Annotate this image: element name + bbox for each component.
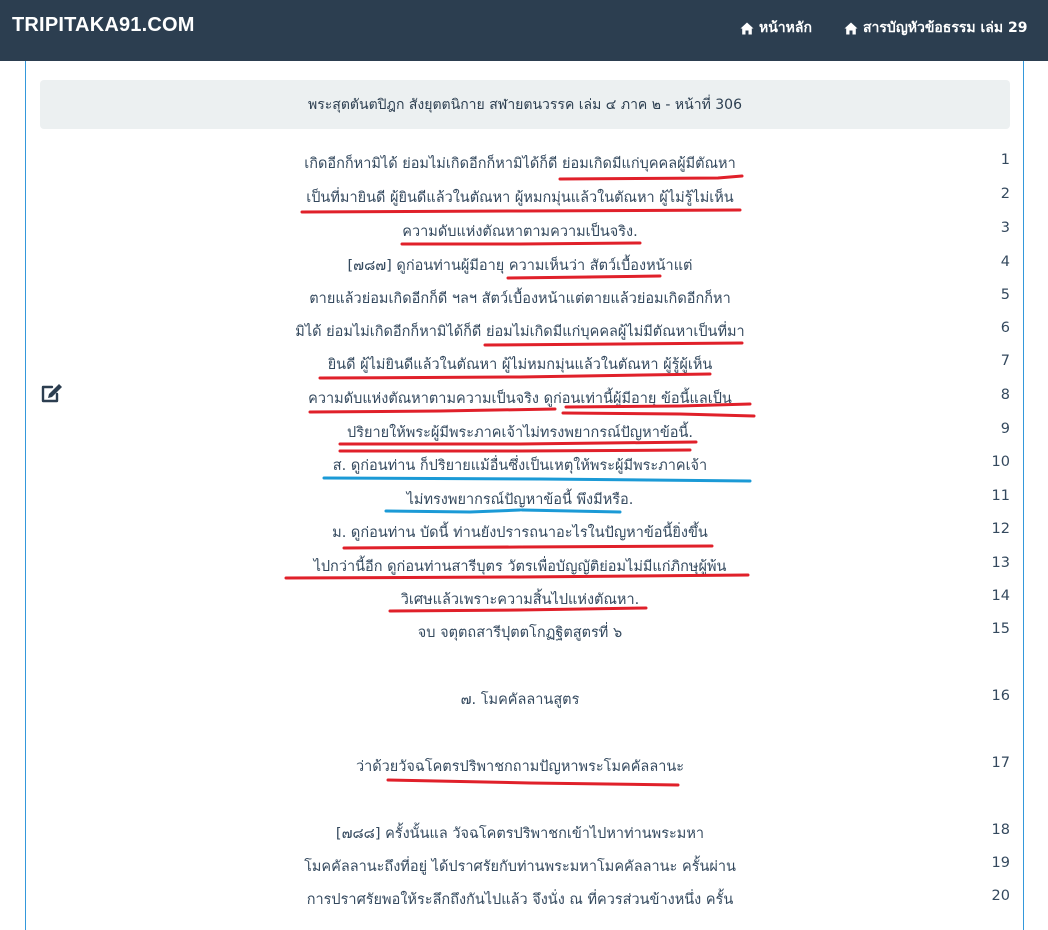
line-number: 20	[991, 888, 1010, 904]
line-number: 7	[1000, 353, 1010, 369]
nav-index-link[interactable]	[844, 17, 1027, 39]
line-number: 11	[991, 488, 1010, 504]
site-brand-link[interactable]: TRIPITAKA91.COM	[12, 14, 195, 36]
text-line: ม. ดูก่อนท่าน บัดนี้ ท่านยังปรารถนาอะไรในปัญหาข้อนี้ยิ่งขึ้น	[332, 525, 708, 541]
line-number: 19	[991, 855, 1010, 871]
page-title: พระสุตตันตปิฎก สังยุตตนิกาย สฬายตนวรรค เล่ม ๔ ภาค ๒ - หน้าที่ 306	[308, 96, 742, 113]
line-number: 18	[991, 822, 1010, 838]
edit-icon[interactable]	[40, 382, 64, 404]
text-line: การปราศรัยพอให้ระลึกถึงกันไปแล้ว จึงนั่ง ณ ที่ควรส่วนข้างหนึ่ง ครั้น	[306, 892, 734, 908]
text-line: เกิดอีกก็หามิได้ ย่อมไม่เกิดอีกก็หามิได้ก็ดี ย่อมเกิดมีแก่บุคคลผู้มีตัณหา	[304, 156, 736, 172]
text-line: ส. ดูก่อนท่าน ก็ปริยายแม้อื่นซึ่งเป็นเหตุให้พระผู้มีพระภาคเจ้า	[332, 458, 708, 474]
nav-index-label: สารบัญหัวข้อธรรม เล่ม 29	[863, 20, 1028, 36]
line-number: 5	[1000, 287, 1010, 303]
text-line: ยินดี ผู้ไม่ยินดีแล้วในตัณหา ผู้ไม่หมกมุ่นแล้วในตัณหา ผู้รู้ผู้เห็น	[327, 357, 713, 373]
nav-home-link[interactable]	[740, 17, 812, 39]
top-navbar	[0, 0, 1048, 61]
line-number: 17	[991, 755, 1010, 771]
line-number: 4	[1000, 254, 1010, 270]
line-number: 15	[991, 621, 1010, 637]
home-icon	[740, 22, 754, 35]
line-number: 3	[1000, 220, 1010, 236]
text-line: จบ จตุตถสารีปุตตโกฏฐิตสูตรที่ ๖	[417, 625, 623, 641]
line-number: 16	[991, 688, 1010, 704]
page-header	[40, 80, 1010, 129]
text-line: ว่าด้วยวัจฉโคตรปริพาชกถามปัญหาพระโมคคัลลานะ	[355, 759, 685, 775]
line-number: 10	[991, 454, 1010, 470]
text-line: ปริยายให้พระผู้มีพระภาคเจ้าไม่ทรงพยากรณ์ปัญหาข้อนี้.	[347, 425, 693, 441]
line-number: 1	[1000, 152, 1010, 168]
text-line: ความดับแห่งตัณหาตามความเป็นจริง.	[402, 224, 638, 240]
home-icon	[844, 22, 858, 35]
text-line: [๗๘๗] ดูก่อนท่านผู้มีอายุ ความเห็นว่า สัตว์เบื้องหน้าแต่	[347, 258, 693, 274]
text-line: เป็นที่มายินดี ผู้ยินดีแล้วในตัณหา ผู้หมกมุ่นแล้วในตัณหา ผู้ไม่รู้ไม่เห็น	[306, 190, 734, 206]
text-line: ไม่ทรงพยากรณ์ปัญหาข้อนี้ พึงมีหรือ.	[406, 492, 634, 508]
text-line: ไปกว่านี้อีก ดูก่อนท่านสารีบุตร วัตรเพื่อบัญญัติย่อมไม่มีแก่ภิกษุผู้พ้น	[313, 559, 727, 575]
line-number: 14	[991, 588, 1010, 604]
text-line: ความดับแห่งตัณหาตามความเป็นจริง ดูก่อนเท่านี้ผู้มีอายุ ข้อนี้แลเป็น	[308, 391, 732, 407]
text-line: มิได้ ย่อมไม่เกิดอีกก็หามิได้ก็ดี ย่อมไม่เกิดมีแก่บุคคลผู้ไม่มีตัณหาเป็นที่มา	[295, 324, 745, 340]
nav-home-label: หน้าหลัก	[759, 20, 812, 36]
line-number: 8	[1000, 387, 1010, 403]
line-number: 9	[1000, 421, 1010, 437]
line-number: 13	[991, 555, 1010, 571]
line-number: 12	[991, 521, 1010, 537]
text-line: โมคคัลลานะถึงที่อยู่ ได้ปราศรัยกับท่านพระมหาโมคคัลลานะ ครั้นผ่าน	[304, 859, 736, 875]
text-line: ๗. โมคคัลลานสูตร	[460, 692, 580, 708]
line-number: 2	[1000, 186, 1010, 202]
text-line: [๗๘๘] ครั้งนั้นแล วัจฉโคตรปริพาชกเข้าไปหาท่านพระมหา	[335, 826, 705, 842]
text-line: วิเศษแล้วเพราะความสิ้นไปแห่งตัณหา.	[400, 592, 640, 608]
text-line: ตายแล้วย่อมเกิดอีกก็ดี ฯลฯ สัตว์เบื้องหน้าแต่ตายแล้วย่อมเกิดอีกก็หา	[309, 291, 731, 307]
line-number: 6	[1000, 320, 1010, 336]
